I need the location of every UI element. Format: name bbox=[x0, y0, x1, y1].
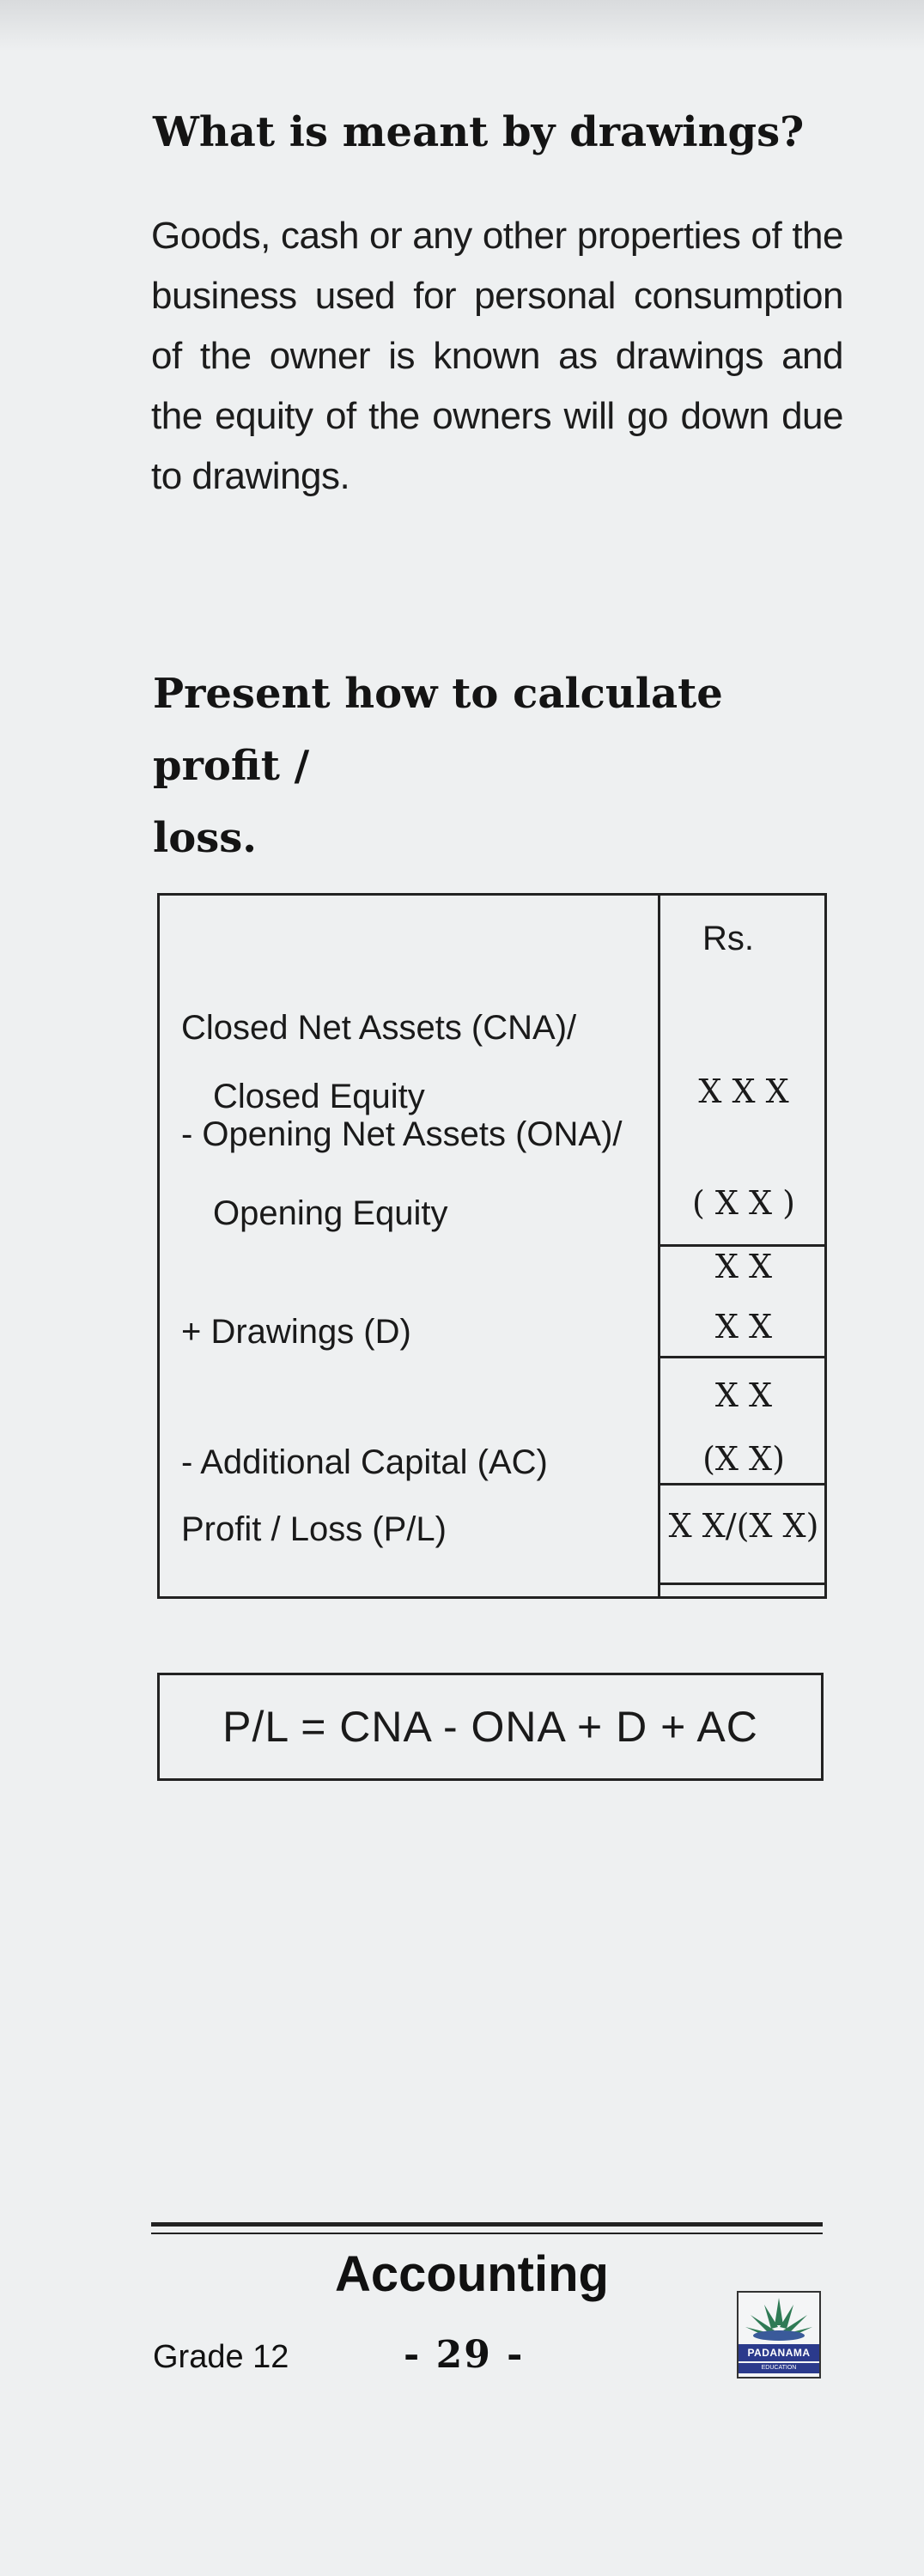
rs-column-header: Rs. bbox=[702, 920, 754, 957]
logo-band: PADANAMA bbox=[739, 2344, 819, 2361]
publisher-logo bbox=[737, 2291, 821, 2379]
profit-loss-heading-line1: Present how to calculate profit / bbox=[153, 670, 723, 790]
row-cna-sublabel: Closed Equity bbox=[213, 1078, 425, 1115]
table-rule bbox=[658, 1583, 824, 1585]
footer-grade: Grade 12 bbox=[153, 2339, 289, 2375]
footer-subject: Accounting bbox=[335, 2246, 609, 2302]
table-rule bbox=[658, 1483, 824, 1485]
profit-loss-formula-box: P/L = CNA - ONA + D + AC bbox=[157, 1673, 824, 1781]
profit-loss-table bbox=[157, 893, 827, 1599]
row-drawings-label: + Drawings (D) bbox=[181, 1313, 411, 1351]
subtotal-1-amount: X X bbox=[714, 1248, 773, 1285]
table-rule bbox=[658, 1356, 824, 1358]
footer-rule bbox=[151, 2222, 823, 2227]
row-profit-loss-label: Profit / Loss (P/L) bbox=[181, 1510, 447, 1548]
page-number: - 29 - bbox=[404, 2333, 525, 2377]
drawings-heading: What is meant by drawings? bbox=[153, 108, 805, 156]
profit-loss-heading bbox=[153, 658, 857, 874]
row-cna-amount: X X X bbox=[698, 1072, 789, 1110]
row-ona-sublabel: Opening Equity bbox=[213, 1194, 448, 1232]
row-additional-capital-amount: (X X) bbox=[702, 1440, 785, 1478]
row-profit-loss-amount: X X/(X X) bbox=[668, 1507, 819, 1545]
row-ona-label: - Opening Net Assets (ONA)/ bbox=[181, 1115, 623, 1153]
row-drawings-amount: X X bbox=[714, 1308, 773, 1346]
footer-rule-thin bbox=[151, 2233, 823, 2234]
row-ona-amount: ( X X ) bbox=[692, 1184, 795, 1222]
row-additional-capital-label: - Additional Capital (AC) bbox=[181, 1443, 548, 1481]
profit-loss-heading-line2: loss. bbox=[153, 814, 258, 862]
lotus-icon bbox=[739, 2293, 819, 2344]
subtotal-2-amount: X X bbox=[714, 1376, 773, 1414]
table-rule bbox=[658, 1244, 824, 1247]
logo-subband: EDUCATION bbox=[739, 2363, 819, 2373]
drawings-paragraph: Goods, cash or any other properties of the business used for personal consumption of the owner is known as drawings and the equity of the owners will go down due to drawings. bbox=[151, 215, 843, 497]
row-cna-label: Closed Net Assets (CNA)/ bbox=[181, 1009, 577, 1047]
